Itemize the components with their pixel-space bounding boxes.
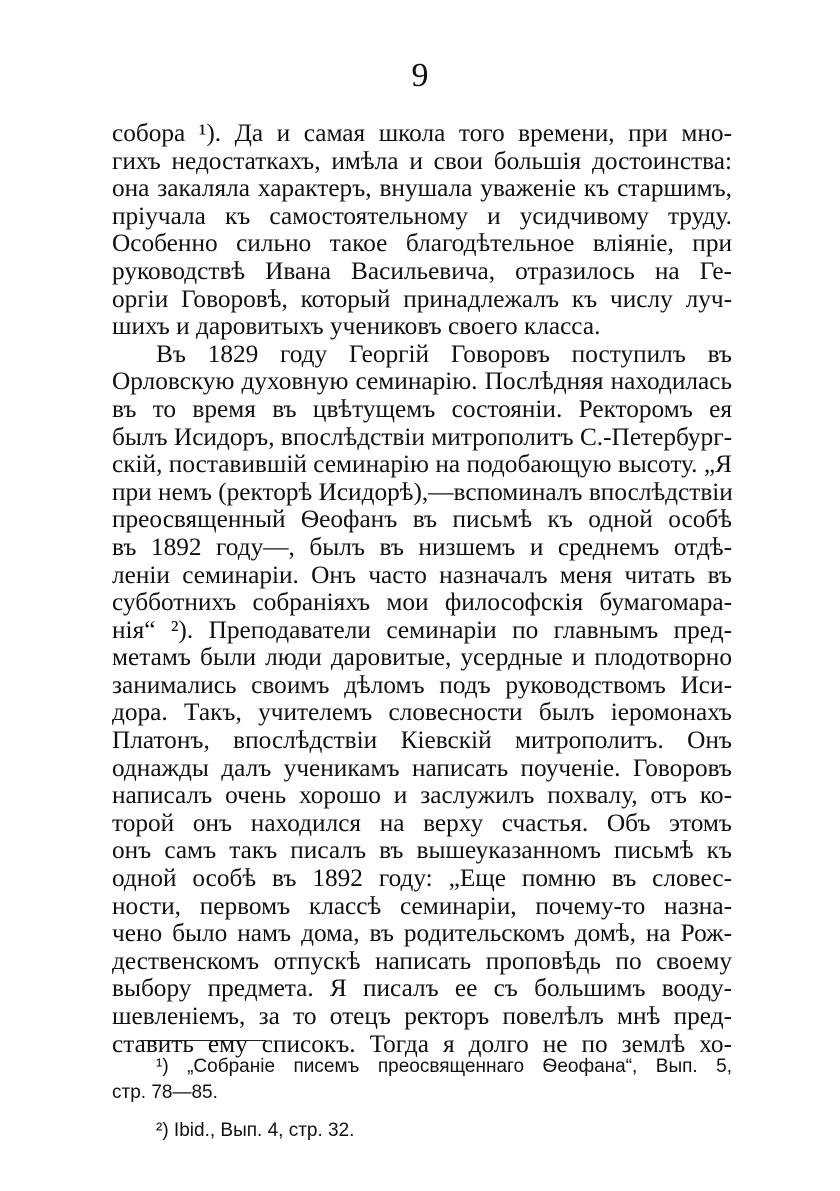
text-line: леніи семинаріи. Онъ часто назначалъ меня читать въ xyxy=(112,560,732,589)
text-line: при немъ (ректорѣ Исидорѣ),—вспоминалъ впослѣдствіи xyxy=(112,477,733,506)
footnote-line: ¹) „Собраніе писемъ преосвященнаго Ѳеофана“, Вып. 5, xyxy=(156,1056,732,1077)
text-line: занимались своимъ дѣломъ подъ руководствомъ Иси- xyxy=(112,670,732,699)
text-line: пріучала къ самостоятельному и усидчивому труду. xyxy=(112,201,732,230)
footnote-line: стр. 78—85. xyxy=(112,1082,218,1103)
text-line: скій, поставившій семинарію на подобающую высоту. „Я xyxy=(112,450,732,479)
footnote-separator xyxy=(140,1040,266,1041)
footnote-line: ²) Ibid., Вып. 4, стр. 32. xyxy=(156,1120,355,1141)
text-line: руководствѣ Ивана Васильевича, отразилось на Ге- xyxy=(112,256,732,285)
text-line: субботнихъ собраніяхъ мои философскія бумагомара- xyxy=(112,588,732,617)
text-line: былъ Исидоръ, впослѣдствіи митрополитъ С.-Петербург- xyxy=(112,422,732,451)
text-line: Особенно сильно такое благодѣтельное вліяніе, при xyxy=(112,229,732,258)
text-line: нія“ ²). Преподаватели семинаріи по главнымъ пред- xyxy=(112,615,732,644)
text-line: написалъ очень хорошо и заслужилъ похвалу, отъ ко- xyxy=(112,781,732,810)
text-line: выбору предмета. Я писалъ ее съ большимъ вооду- xyxy=(112,974,732,1003)
text-line: шихъ и даровитыхъ учениковъ своего класса. xyxy=(112,312,601,341)
text-line: одной особѣ въ 1892 году: „Еще помню въ словес- xyxy=(112,864,732,893)
text-line: Орловскую духовную семинарію. Послѣдняя находилась xyxy=(112,367,732,396)
text-line: преосвященный Ѳеофанъ въ письмѣ къ одной особѣ xyxy=(112,505,732,534)
text-line: она закаляла характеръ, внушала уваженіе къ старшимъ, xyxy=(112,174,732,203)
text-line: въ 1892 году—, былъ въ низшемъ и среднемъ отдѣ- xyxy=(112,532,732,561)
text-line: Платонъ, впослѣдствіи Кіевскій митрополитъ. Онъ xyxy=(112,726,732,755)
text-line: онъ самъ такъ писалъ въ вышеуказанномъ письмѣ къ xyxy=(112,836,732,865)
text-line: ности, первомъ классѣ семинаріи, почему-то назна- xyxy=(112,891,732,920)
text-line: однажды далъ ученикамъ написать поученіе. Говоровъ xyxy=(112,753,732,782)
body-text xyxy=(112,120,732,1058)
text-line: въ то время въ цвѣтущемъ состояніи. Ректоромъ ея xyxy=(112,394,732,423)
footnote-2 xyxy=(112,1118,732,1144)
text-line: собора ¹). Да и самая школа того времени, при мно- xyxy=(112,119,732,147)
text-line: дора. Такъ, учителемъ словесности былъ іеромонахъ xyxy=(112,698,732,727)
text-line: метамъ были люди даровитые, усердные и плодотворно xyxy=(112,643,732,672)
text-line: Въ 1829 году Георгій Говоровъ поступилъ въ xyxy=(156,339,732,368)
footnotes xyxy=(112,1054,732,1144)
text-line: чено было намъ дома, въ родительскомъ домѣ, на Рож- xyxy=(112,919,732,948)
footnote-1 xyxy=(112,1054,732,1106)
text-line: шевленіемъ, за то отецъ ректоръ повелѣлъ мнѣ пред- xyxy=(112,1002,732,1030)
text-line: дественскомъ отпускѣ написать проповѣдь по своему xyxy=(112,946,732,975)
text-line: оргіи Говоровѣ, который принадлежалъ къ числу луч- xyxy=(112,284,732,313)
text-line: гихъ недостаткахъ, имѣла и свои большія достоинства: xyxy=(112,146,732,175)
text-line: торой онъ находился на верху счастья. Объ этомъ xyxy=(112,808,732,837)
text-line: ставить ему списокъ. Тогда я долго не по землѣ хо- xyxy=(112,1029,732,1058)
page-number: 9 xyxy=(411,57,429,94)
